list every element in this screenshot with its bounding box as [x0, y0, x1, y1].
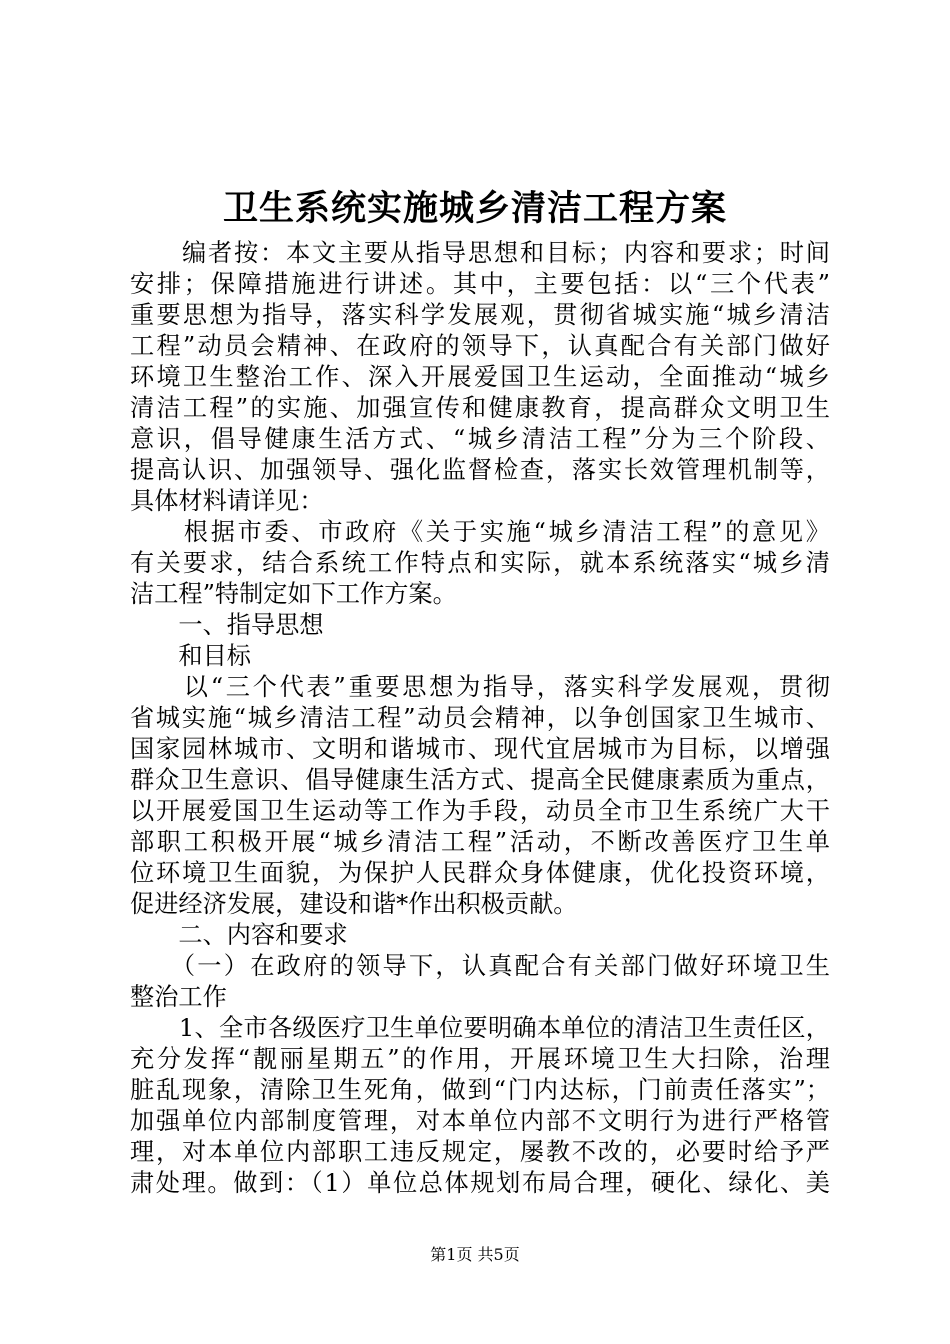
- text-line: 国家园林城市、文明和谐城市、现代宜居城市为目标，以增强: [130, 735, 830, 763]
- text-line: 以“三个代表”重要思想为指导，落实科学发展观，贯彻: [130, 673, 830, 701]
- text-line: 和目标: [130, 642, 251, 670]
- text-line: 提高认识、加强领导、强化监督检查，落实长效管理机制等，: [130, 456, 830, 484]
- text-line: 二、内容和要求: [130, 921, 348, 949]
- text-line: 位环境卫生面貌，为保护人民群众身体健康，优化投资环境，: [130, 859, 830, 887]
- text-line: 充分发挥“靓丽星期五”的作用，开展环境卫生大扫除，治理: [130, 1045, 830, 1073]
- text-line: 有关要求，结合系统工作特点和实际，就本系统落实“城乡清: [130, 549, 830, 577]
- text-line: 洁工程”特制定如下工作方案。: [130, 580, 457, 608]
- text-line: 清洁工程”的实施、加强宣传和健康教育，提高群众文明卫生: [130, 394, 830, 422]
- text-line: 以开展爱国卫生运动等工作为手段，动员全市卫生系统广大干: [130, 797, 830, 825]
- text-line: 工程”动员会精神、在政府的领导下，认真配合有关部门做好: [130, 332, 830, 360]
- text-line: 1、全市各级医疗卫生单位要明确本单位的清洁卫生责任区，: [130, 1014, 830, 1042]
- text-line: 安排；保障措施进行讲述。其中，主要包括：以“三个代表”: [130, 270, 830, 298]
- text-line: 促进经济发展，建设和谐*作出积极贡献。: [130, 890, 578, 918]
- text-line: 环境卫生整治工作、深入开展爱国卫生运动，全面推动“城乡: [130, 363, 830, 391]
- text-line: 根据市委、市政府《关于实施“城乡清洁工程”的意见》: [130, 518, 830, 546]
- text-line: 部职工积极开展“城乡清洁工程”活动，不断改善医疗卫生单: [130, 828, 830, 856]
- text-line: 整治工作: [130, 983, 227, 1011]
- text-line: 肃处理。做到：（1）单位总体规划布局合理，硬化、绿化、美: [130, 1169, 830, 1197]
- text-line: （一）在政府的领导下，认真配合有关部门做好环境卫生: [130, 952, 830, 980]
- text-line: 脏乱现象，清除卫生死角，做到“门内达标，门前责任落实”；: [130, 1076, 830, 1104]
- text-line: 省城实施“城乡清洁工程”动员会精神，以争创国家卫生城市、: [130, 704, 830, 732]
- text-line: 加强单位内部制度管理，对本单位内部不文明行为进行严格管: [130, 1107, 830, 1135]
- page-title: 卫生系统实施城乡清洁工程方案: [222, 188, 727, 229]
- text-line: 一、指导思想: [130, 611, 324, 639]
- text-line: 群众卫生意识、倡导健康生活方式、提高全民健康素质为重点，: [130, 766, 830, 794]
- text-line: 重要思想为指导，落实科学发展观，贯彻省城实施“城乡清洁: [130, 301, 830, 329]
- document-body: [130, 238, 830, 1199]
- page-footer: 第1页 共5页: [430, 1245, 520, 1264]
- text-line: 编者按：本文主要从指导思想和目标；内容和要求；时间: [130, 239, 830, 267]
- text-line: 具体材料请详见：: [130, 487, 324, 515]
- text-line: 理，对本单位内部职工违反规定，屡教不改的，必要时给予严: [130, 1138, 830, 1166]
- text-line: 意识，倡导健康生活方式、“城乡清洁工程”分为三个阶段、: [130, 425, 830, 453]
